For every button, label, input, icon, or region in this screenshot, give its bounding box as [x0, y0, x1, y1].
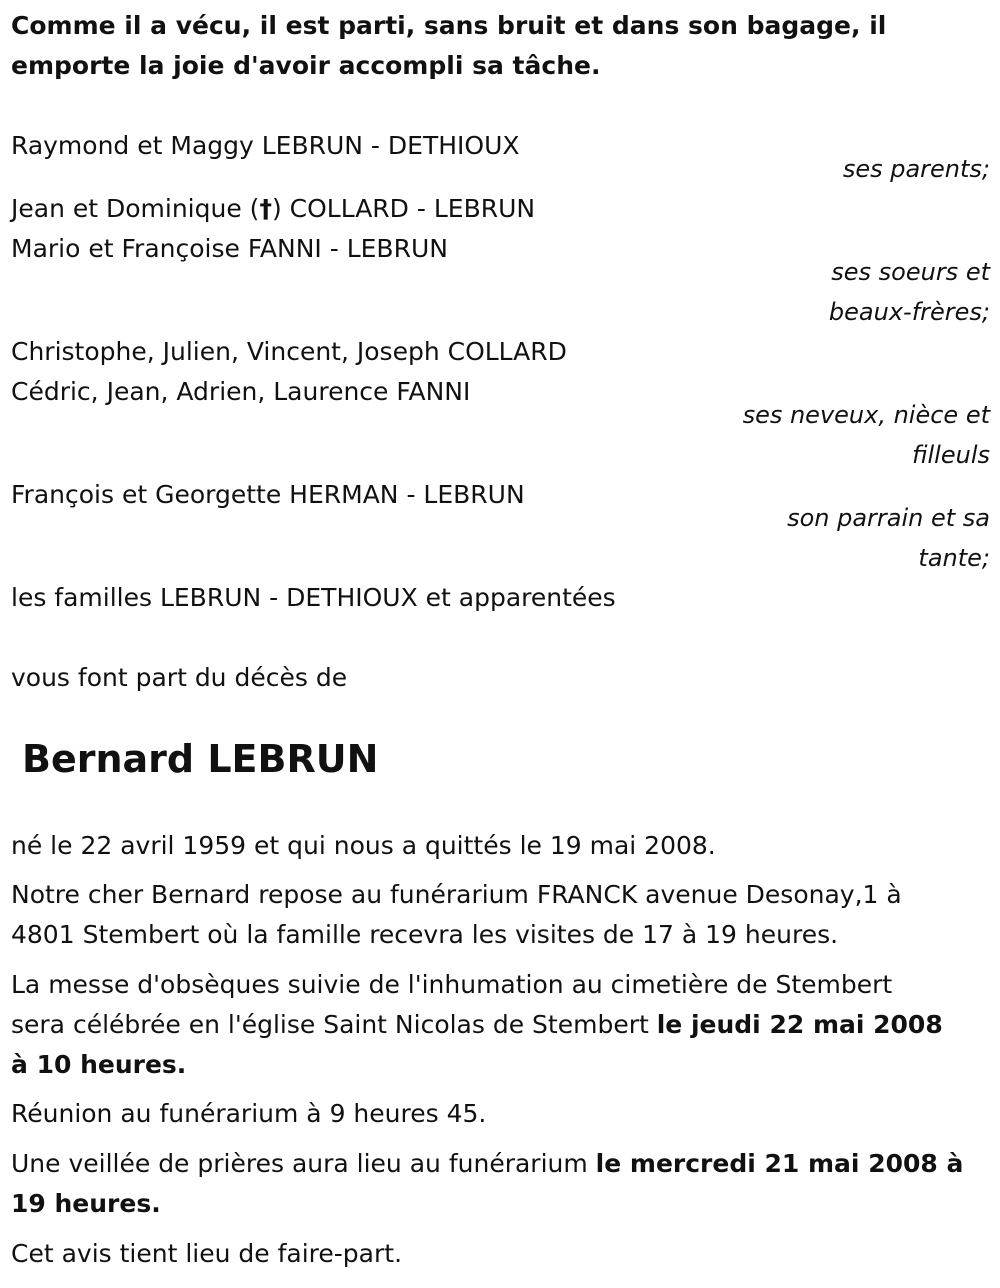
- repose-paragraph: [11, 875, 989, 955]
- closing: Cet avis tient lieu de faire-part.: [11, 1239, 403, 1268]
- mass-time: à 10 heures.: [11, 1050, 187, 1079]
- sibling-1: [11, 189, 535, 229]
- deceased-name: Bernard LEBRUN: [22, 737, 379, 781]
- nephews-role-line-1: ses neveux, nièce et: [742, 401, 990, 429]
- vigil-text: Une veillée de prières aura lieu au funérarium: [11, 1149, 596, 1178]
- birth-death: né le 22 avril 1959 et qui nous a quittés le 19 mai 2008.: [11, 831, 716, 860]
- siblings-role-line-2: beaux-frères;: [828, 298, 990, 326]
- intro-quote: [11, 6, 971, 86]
- repose-line-2: 4801 Stembert où la famille recevra les visites de 17 à 19 heures.: [11, 920, 839, 949]
- vigil-date: le mercredi 21 mai 2008 à: [595, 1149, 964, 1178]
- vigil-time: 19 heures.: [11, 1189, 161, 1218]
- mass-paragraph: [11, 965, 989, 1085]
- mass-line-3: [11, 1045, 989, 1085]
- repose-line-1: Notre cher Bernard repose au funérarium FRANCK avenue Desonay,1 à: [11, 880, 902, 909]
- vigil-line-2: [11, 1184, 989, 1224]
- godparents-role-line-1: son parrain et sa: [787, 504, 990, 532]
- nephews-1: Christophe, Julien, Vincent, Joseph COLLARD: [11, 337, 567, 366]
- nephews-2: Cédric, Jean, Adrien, Laurence FANNI: [11, 377, 471, 406]
- parents-names: Raymond et Maggy LEBRUN - DETHIOUX: [11, 131, 520, 160]
- vigil-paragraph: [11, 1144, 989, 1224]
- mass-line-2: [11, 1005, 989, 1045]
- intro-line-2: emporte la joie d'avoir accompli sa tâche.: [11, 51, 601, 80]
- siblings-role-line-1: ses soeurs et: [831, 258, 990, 286]
- intro-line-1: Comme il a vécu, il est parti, sans bruit et dans son bagage, il: [11, 11, 887, 40]
- mass-line-2-text: sera célébrée en l'église Saint Nicolas de Stembert: [11, 1010, 657, 1039]
- meeting: Réunion au funérarium à 9 heures 45.: [11, 1099, 487, 1128]
- godparents: François et Georgette HERMAN - LEBRUN: [11, 480, 525, 509]
- godparents-role-line-2: tante;: [918, 544, 990, 572]
- cross-icon: †: [259, 194, 272, 223]
- mass-line-1: La messe d'obsèques suivie de l'inhumation au cimetière de Stembert: [11, 970, 893, 999]
- nephews-role-line-2: filleuls: [912, 441, 990, 469]
- sibling-2: Mario et Françoise FANNI - LEBRUN: [11, 234, 448, 263]
- families: les familles LEBRUN - DETHIOUX et apparentées: [11, 583, 616, 612]
- vigil-line-1: [11, 1144, 989, 1184]
- announcement: vous font part du décès de: [11, 663, 348, 692]
- sibling-1-after: ) COLLARD - LEBRUN: [271, 194, 536, 223]
- mass-date: le jeudi 22 mai 2008: [656, 1010, 943, 1039]
- parents-role: ses parents;: [842, 155, 990, 183]
- sibling-1-before: Jean et Dominique (: [11, 194, 260, 223]
